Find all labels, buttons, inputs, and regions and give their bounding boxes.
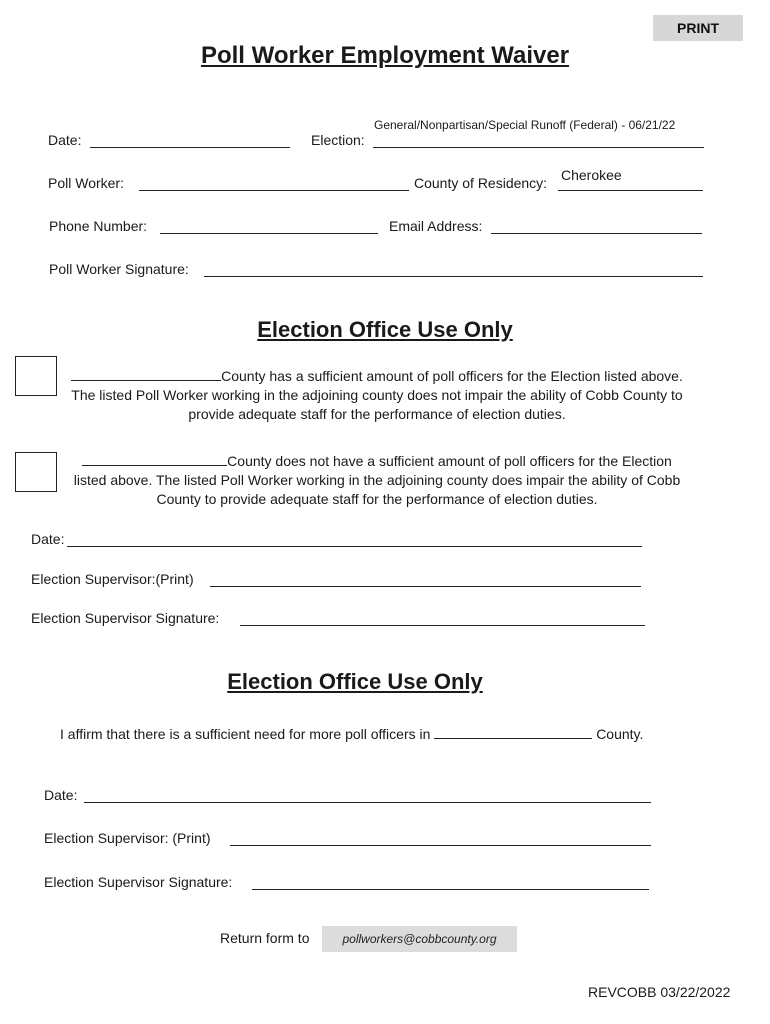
email-label: Email Address: — [389, 218, 483, 234]
affirm-statement — [60, 724, 643, 742]
section2-supervisor-print-field[interactable] — [230, 845, 651, 846]
date-label: Date: — [48, 132, 82, 148]
sufficient-checkbox[interactable] — [15, 356, 57, 396]
page-title: Poll Worker Employment Waiver — [200, 42, 570, 69]
section2-supervisor-signature-label: Election Supervisor Signature: — [44, 874, 233, 890]
county-label: County of Residency: — [414, 175, 548, 191]
sufficient-text-first: County has a sufficient amount of poll officers for the Election listed — [221, 368, 637, 384]
section1-date-label: Date: — [31, 531, 65, 547]
poll-worker-field[interactable] — [139, 190, 409, 191]
poll-worker-label: Poll Worker: — [48, 175, 124, 191]
insufficient-text-rest: Election listed above. The listed Poll Worker working in the adjoining county does impair the ability of Cobb County to provide adequate staff for the performance of election duties. — [73, 453, 681, 507]
poll-worker-signature-label: Poll Worker Signature: — [49, 261, 189, 277]
election-value: General/Nonpartisan/Special Runoff (Federal) - 06/21/22 — [374, 118, 676, 132]
date-field[interactable] — [90, 147, 290, 148]
section2-date-label: Date: — [44, 787, 78, 803]
sufficient-text-rest: above. The listed Poll Worker working in the adjoining county does not impair the ability of Cobb County to provide adequate staff for the performance of election duties. — [71, 368, 683, 422]
election-label: Election: — [311, 132, 365, 148]
section1-date-field[interactable] — [67, 546, 642, 547]
insufficient-checkbox[interactable] — [15, 452, 57, 492]
section2-supervisor-print-label: Election Supervisor: (Print) — [44, 830, 211, 846]
section-heading-1: Election Office Use Only — [257, 317, 513, 342]
section2-supervisor-signature-field[interactable] — [252, 889, 649, 890]
section-heading-2: Election Office Use Only — [227, 669, 483, 694]
section1-supervisor-print-label: Election Supervisor:(Print) — [31, 571, 194, 587]
affirm-text-before: I affirm that there is a sufficient need for more poll officers in — [60, 726, 431, 742]
sufficient-statement — [68, 366, 686, 424]
county-field[interactable] — [558, 190, 703, 191]
email-field[interactable] — [491, 233, 702, 234]
return-form-label: Return form to — [220, 930, 310, 946]
county-value: Cherokee — [561, 167, 622, 183]
section2-date-field[interactable] — [84, 802, 651, 803]
revision-code: REVCOBB 03/22/2022 — [588, 984, 731, 1000]
return-email-link[interactable]: pollworkers@cobbcounty.org — [322, 926, 517, 952]
election-field[interactable] — [373, 147, 704, 148]
print-button[interactable]: PRINT — [653, 15, 743, 41]
county-blank-2[interactable] — [82, 451, 227, 466]
insufficient-statement — [64, 451, 690, 509]
poll-worker-signature-field[interactable] — [204, 276, 703, 277]
affirm-county-blank[interactable] — [434, 724, 592, 739]
section1-supervisor-print-field[interactable] — [210, 586, 641, 587]
section1-supervisor-signature-label: Election Supervisor Signature: — [31, 610, 220, 626]
affirm-text-after: County. — [596, 726, 644, 742]
insufficient-text-first: County does not have a sufficient amount of poll officers for the — [227, 453, 619, 469]
county-blank-1[interactable] — [71, 366, 221, 381]
phone-label: Phone Number: — [49, 218, 148, 234]
phone-field[interactable] — [160, 233, 378, 234]
section1-supervisor-signature-field[interactable] — [240, 625, 645, 626]
